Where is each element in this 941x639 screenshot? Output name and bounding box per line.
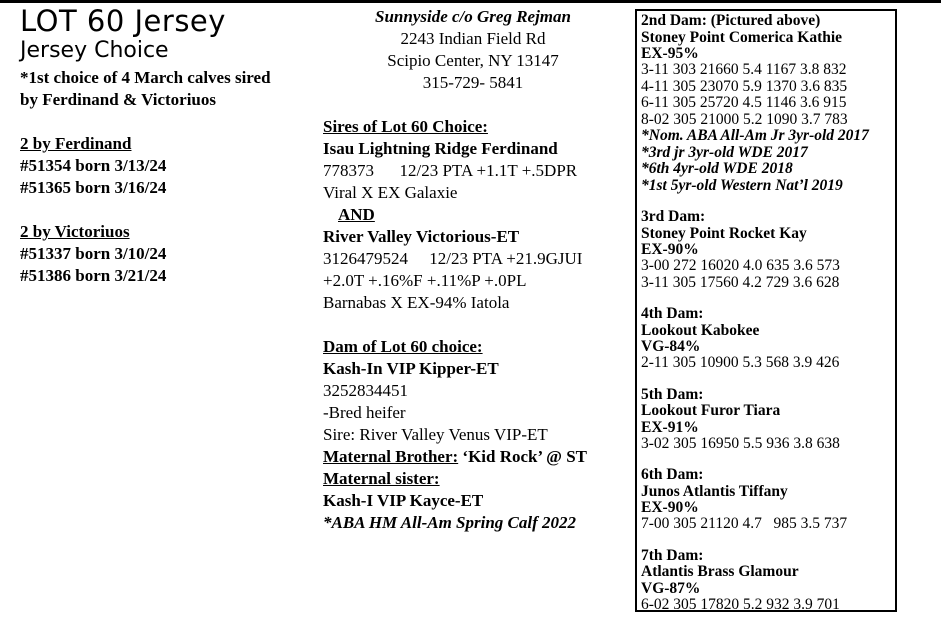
dam-entry bbox=[641, 548, 895, 614]
lot-note-line: *1st choice of 4 March calves sired bbox=[20, 68, 271, 87]
calf-entry: #51337 born 3/10/24 bbox=[20, 244, 167, 263]
dam-entry bbox=[641, 209, 895, 291]
lot-subtitle: Jersey Choice bbox=[20, 38, 169, 63]
sire2-stats-extra: +2.0T +.16%F +.11%P +.0PL bbox=[323, 271, 527, 290]
sire2-pedigree: Barnabas X EX-94% Iatola bbox=[323, 293, 510, 312]
dam-of-lot-status: -Bred heifer bbox=[323, 403, 406, 422]
dam-record: 3-11 305 17560 4.2 729 3.6 628 bbox=[641, 273, 840, 291]
dam-of-lot-heading: Dam of Lot 60 choice: bbox=[323, 337, 483, 356]
dam-heading: 2nd Dam: (Pictured above) bbox=[641, 12, 821, 29]
maternal-brother-label: Maternal Brother: bbox=[323, 447, 459, 466]
dam-entry bbox=[641, 387, 895, 453]
dam-record: 6-11 305 25720 4.5 1146 3.6 915 bbox=[641, 94, 847, 111]
lot-note-line: by Ferdinand & Victoriuos bbox=[20, 90, 216, 109]
dam-heading: 6th Dam: bbox=[641, 466, 704, 483]
sire2-stats: 3126479524 12/23 PTA +21.9GJUI bbox=[323, 249, 583, 268]
sire1-pedigree: Viral X EX Galaxie bbox=[323, 183, 458, 202]
ferdinand-heading: 2 by Ferdinand bbox=[20, 134, 132, 153]
dam-of-lot-section bbox=[323, 336, 623, 534]
dam-record: 2-11 305 10900 5.3 568 3.9 426 bbox=[641, 354, 840, 371]
dam-record: 3-11 303 21660 5.4 1167 3.8 832 bbox=[641, 61, 847, 78]
sires-heading: Sires of Lot 60 Choice: bbox=[323, 117, 488, 136]
dam-of-lot-sire: Sire: River Valley Venus VIP-ET bbox=[323, 425, 548, 444]
dam-record: 7-00 305 21120 4.7 985 3.5 737 bbox=[641, 515, 848, 532]
consignor-phone: 315-729- 5841 bbox=[422, 73, 524, 92]
maternal-sister-label: Maternal sister: bbox=[323, 469, 440, 488]
dam-name: Stoney Point Comerica Kathie bbox=[641, 28, 843, 46]
dam-entry bbox=[641, 467, 895, 533]
and-label: AND bbox=[338, 205, 375, 224]
dam-record: 4-11 305 23070 5.9 1370 3.6 835 bbox=[641, 77, 848, 95]
dam-record: 8-02 305 21000 5.2 1090 3.7 783 bbox=[641, 110, 848, 128]
dam-award: *1st 5yr-old Western Nat’l 2019 bbox=[641, 176, 843, 194]
pedigree-box bbox=[635, 9, 897, 612]
maternal-sister-award: *ABA HM All-Am Spring Calf 2022 bbox=[323, 513, 577, 532]
dam-award: *6th 4yr-old WDE 2018 bbox=[641, 160, 793, 177]
sire2-name: River Valley Victorious-ET bbox=[323, 227, 520, 246]
dam-name: Lookout Kabokee bbox=[641, 321, 760, 339]
dam-of-lot-reg: 3252834451 bbox=[323, 381, 408, 400]
lot-note bbox=[20, 67, 320, 111]
maternal-sister-name: Kash-I VIP Kayce-ET bbox=[323, 491, 484, 510]
victoriuos-group bbox=[20, 221, 320, 287]
dam-record: 3-00 272 16020 4.0 635 3.6 573 bbox=[641, 257, 840, 274]
sire1-name: Isau Lightning Ridge Ferdinand bbox=[323, 139, 558, 158]
dam-classification: EX-91% bbox=[641, 418, 699, 436]
consignor-city: Scipio Center, NY 13147 bbox=[387, 51, 559, 70]
dam-classification: VG-84% bbox=[641, 338, 701, 355]
lot-summary bbox=[20, 6, 320, 287]
dam-heading: 7th Dam: bbox=[641, 546, 704, 564]
sire1-stats: 778373 12/23 PTA +1.1T +.5DPR bbox=[323, 161, 578, 180]
consignor-name: Sunnyside c/o Greg Rejman bbox=[375, 7, 571, 26]
dam-entry bbox=[641, 13, 895, 194]
dam-record: 6-02 305 17820 5.2 932 3.9 701 bbox=[641, 595, 840, 613]
victoriuos-heading: 2 by Victoriuos bbox=[20, 222, 130, 241]
dam-heading: 5th Dam: bbox=[641, 385, 704, 403]
dam-heading: 4th Dam: bbox=[641, 305, 704, 322]
dam-classification: EX-90% bbox=[641, 499, 699, 516]
consignor-address bbox=[323, 6, 623, 94]
dam-award: *3rd jr 3yr-old WDE 2017 bbox=[641, 143, 808, 161]
calf-entry: #51386 born 3/21/24 bbox=[20, 266, 167, 285]
maternal-brother bbox=[323, 446, 623, 468]
dam-classification: EX-90% bbox=[641, 241, 699, 258]
calf-entry: #51354 born 3/13/24 bbox=[20, 156, 167, 175]
consignor-street: 2243 Indian Field Rd bbox=[400, 29, 546, 48]
dam-of-lot-name: Kash-In VIP Kipper-ET bbox=[323, 359, 499, 378]
dam-heading: 3rd Dam: bbox=[641, 208, 706, 225]
dam-name: Junos Atlantis Tiffany bbox=[641, 482, 788, 500]
sires-section bbox=[323, 116, 623, 314]
maternal-brother-value: ‘Kid Rock’ @ ST bbox=[458, 447, 588, 466]
lot-title: LOT 60 Jersey bbox=[20, 4, 226, 38]
dam-classification: EX-95% bbox=[641, 45, 699, 62]
dam-name: Atlantis Brass Glamour bbox=[641, 563, 799, 580]
dam-record: 3-02 305 16950 5.5 936 3.8 638 bbox=[641, 434, 840, 452]
dam-name: Lookout Furor Tiara bbox=[641, 402, 781, 419]
top-rule bbox=[0, 0, 941, 3]
calf-entry: #51365 born 3/16/24 bbox=[20, 178, 167, 197]
dam-name: Stoney Point Rocket Kay bbox=[641, 224, 807, 242]
dam-entry bbox=[641, 306, 895, 372]
dam-award: *Nom. ABA All-Am Jr 3yr-old 2017 bbox=[641, 127, 869, 144]
dam-classification: VG-87% bbox=[641, 579, 701, 597]
ferdinand-group bbox=[20, 133, 320, 199]
